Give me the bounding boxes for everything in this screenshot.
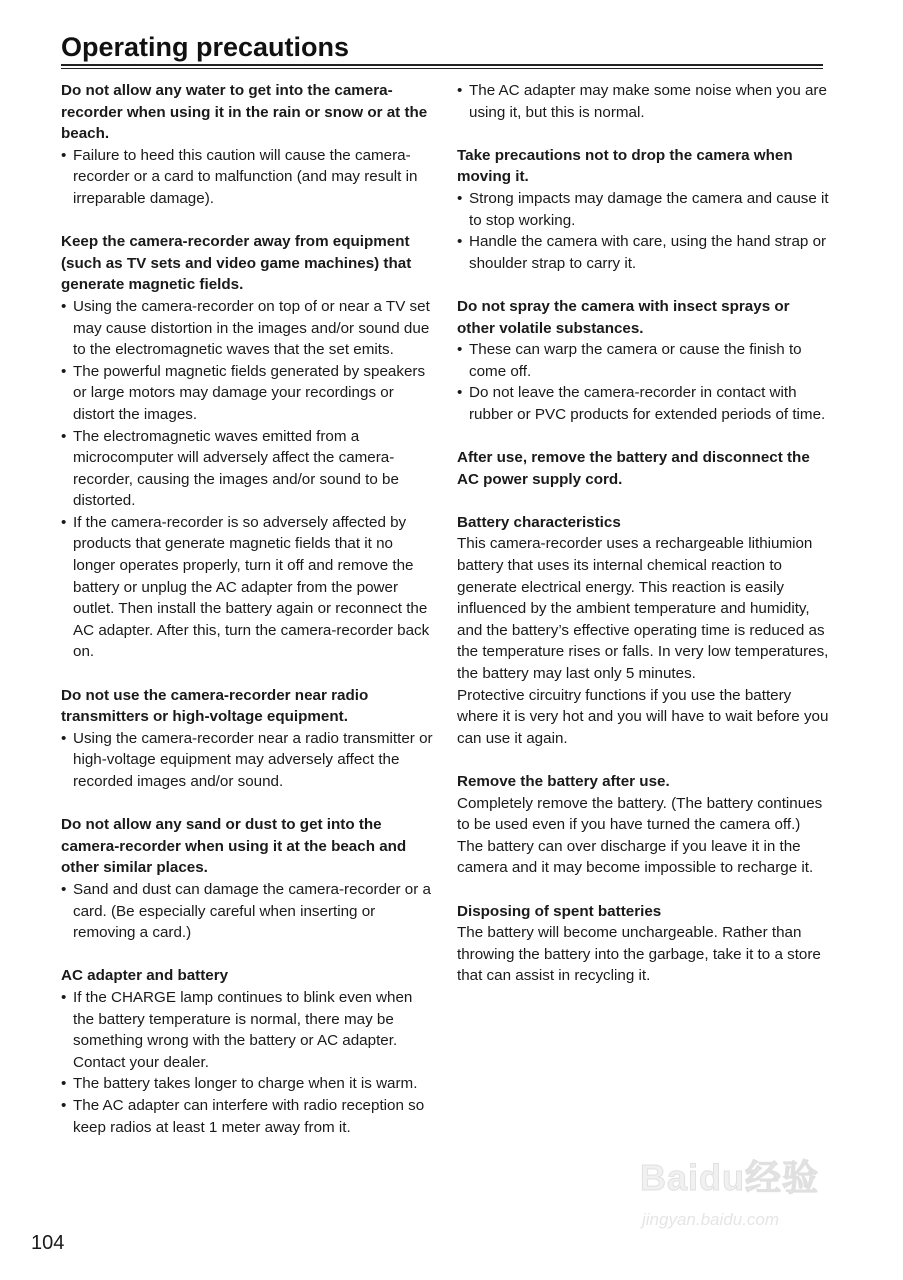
bullet-item: • Strong impacts may damage the camera and cause it to stop working. xyxy=(457,188,829,231)
right-column xyxy=(457,80,829,1009)
watermark-logo: Baidu经验 xyxy=(640,1157,820,1198)
section-heading: Do not allow any water to get into the camera-recorder when using it in the rain or snow or at the beach. xyxy=(61,82,428,143)
bullet-item: • If the camera-recorder is so adversely affected by products that generate magnetic fields that it no longer operates properly, turn it off and remove the battery or unplug the AC adapter from the power outlet. Then install the battery again or reconnect the AC adapter. After this, turn the camera-recorder back on. xyxy=(61,512,433,663)
title-rule xyxy=(61,64,823,66)
precaution-section xyxy=(457,512,829,750)
section-heading: Disposing of spent batteries xyxy=(457,902,662,920)
bullet-list xyxy=(61,145,433,210)
bullet-item: • Sand and dust can damage the camera-recorder or a card. (Be especially careful when inserting or removing a card.) xyxy=(61,879,433,944)
bullet-item: • Handle the camera with care, using the hand strap or shoulder strap to carry it. xyxy=(457,231,829,274)
precaution-section xyxy=(457,145,829,275)
precaution-section xyxy=(61,685,433,793)
section-heading: Take precautions not to drop the camera when moving it. xyxy=(457,146,793,186)
precaution-section xyxy=(61,231,433,663)
bullet-item: • The battery takes longer to charge when it is warm. xyxy=(61,1073,433,1095)
bullet-item: • The AC adapter may make some noise when you are using it, but this is normal. xyxy=(457,80,829,123)
section-paragraph: The battery will become unchargeable. Rather than throwing the battery into the garbage, take it to a store that can assist in recycling it. xyxy=(457,924,821,985)
left-column xyxy=(61,80,433,1160)
bullet-list xyxy=(61,296,433,663)
precaution-section xyxy=(457,80,829,123)
bullet-item: • The electromagnetic waves emitted from a microcomputer will adversely affect the camera-recorder, causing the images and/or sound to be distorted. xyxy=(61,426,433,512)
bullet-item: • Do not leave the camera-recorder in contact with rubber or PVC products for extended periods of time. xyxy=(457,382,829,425)
bullet-list xyxy=(61,728,433,793)
bullet-list xyxy=(457,339,829,425)
page-number: 104 xyxy=(31,1232,65,1254)
page-title: Operating precautions xyxy=(61,32,350,62)
bullet-list xyxy=(457,188,829,274)
precaution-section xyxy=(61,80,433,210)
section-paragraph: This camera-recorder uses a rechargeable lithiumion battery that uses its internal chemical reaction to generate electrical energy. This reaction is easily influenced by the ambient temperature and humidity, and the battery’s effective operating time is reduced as the temperature rises or falls. In very low temperatures, the battery may last only 5 minutes. xyxy=(457,535,829,683)
section-paragraph: Completely remove the battery. (The battery continues to be used even if you have turned the camera off.) The battery can over discharge if you leave it in the camera and it may become impossible to recharge it. xyxy=(457,794,823,877)
precaution-section xyxy=(457,447,829,490)
section-heading: Do not allow any sand or dust to get into the camera-recorder when using it at the beach and other similar places. xyxy=(61,816,407,877)
section-heading: Remove the battery after use. xyxy=(457,773,670,790)
bullet-item: • Using the camera-recorder on top of or near a TV set may cause distortion in the images and/or sound due to the electromagnetic waves that the set emits. xyxy=(61,296,433,361)
bullet-item: • The AC adapter can interfere with radio reception so keep radios at least 1 meter away from it. xyxy=(61,1095,433,1138)
precaution-section xyxy=(61,965,433,1138)
bullet-item: • The powerful magnetic fields generated by speakers or large motors may damage your recordings or distort the images. xyxy=(61,361,433,426)
section-heading: AC adapter and battery xyxy=(61,967,229,985)
precaution-section xyxy=(457,771,829,879)
section-heading: After use, remove the battery and disconnect the AC power supply cord. xyxy=(457,449,810,488)
bullet-item: • These can warp the camera or cause the finish to come off. xyxy=(457,339,829,382)
bullet-list xyxy=(61,987,433,1138)
section-paragraph: Protective circuitry functions if you use the battery where it is very hot and you will have to wait before you can use it again. xyxy=(457,686,829,747)
bullet-item: • Using the camera-recorder near a radio transmitter or high-voltage equipment may adversely affect the recorded images and/or sound. xyxy=(61,728,433,793)
precaution-section xyxy=(457,901,829,987)
section-heading: Battery characteristics xyxy=(457,513,621,531)
watermark-url: jingyan.baidu.com xyxy=(642,1210,780,1229)
baidu-watermark xyxy=(640,1148,855,1248)
precaution-section xyxy=(457,296,829,426)
precaution-section xyxy=(61,814,433,944)
bullet-item: • Failure to heed this caution will cause the camera-recorder or a card to malfunction (and may result in irreparable damage). xyxy=(61,145,433,210)
section-heading: Keep the camera-recorder away from equipment (such as TV sets and video game machines) that generate magnetic fields. xyxy=(61,233,412,294)
section-heading: Do not spray the camera with insect sprays or other volatile substances. xyxy=(457,297,790,337)
bullet-item: • If the CHARGE lamp continues to blink even when the battery temperature is normal, there may be something wrong with the battery or AC adapter. Contact your dealer. xyxy=(61,987,433,1073)
bullet-list xyxy=(457,80,829,123)
title-rule-thin xyxy=(61,68,823,69)
section-heading: Do not use the camera-recorder near radio transmitters or high-voltage equipment. xyxy=(61,686,369,726)
bullet-list xyxy=(61,879,433,944)
